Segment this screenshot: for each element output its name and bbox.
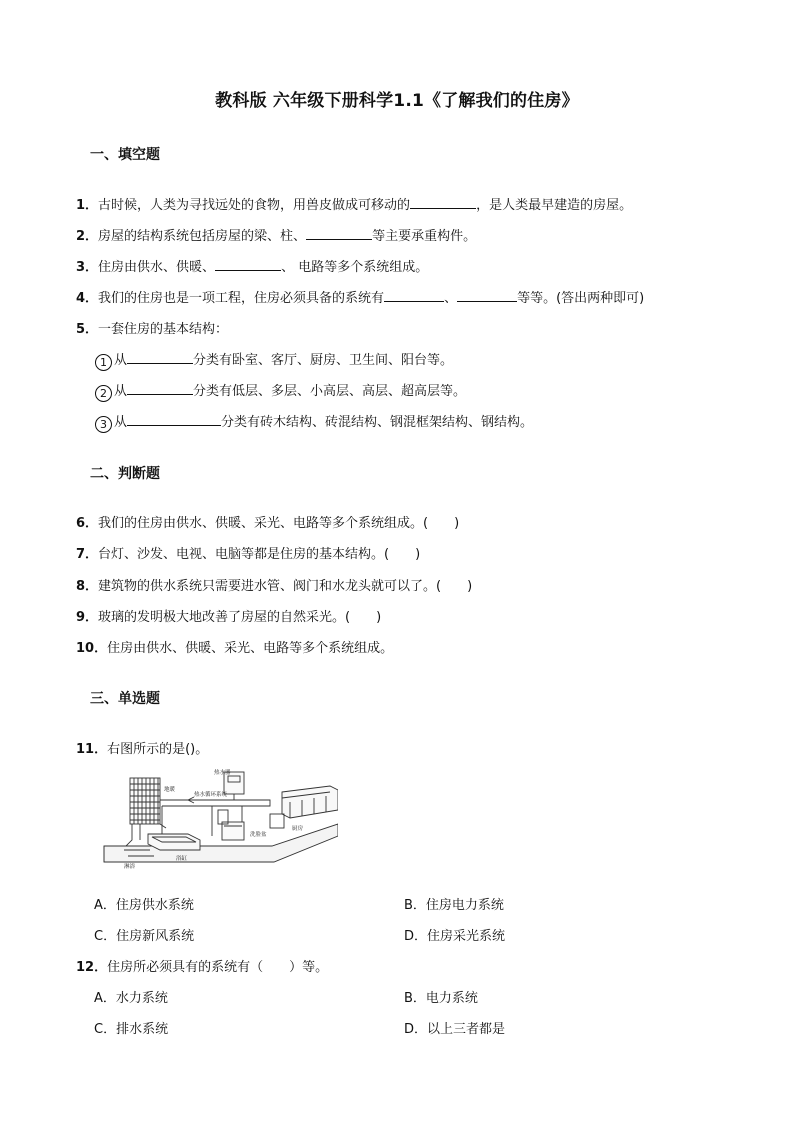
question-5-item-1: 1 从 分类有卧室、客厅、厨房、卫生间、阳台等。 bbox=[95, 349, 453, 371]
question-11 bbox=[76, 738, 208, 757]
question-text: 一套住房的基本结构： bbox=[98, 322, 229, 337]
question-8 bbox=[76, 575, 472, 594]
question-text: 建筑物的供水系统只需要进水管、阀门和水龙头就可以了。( ) bbox=[98, 579, 473, 594]
question-number: 7． bbox=[76, 547, 99, 562]
q12-option-b[interactable]: B．电力系统 bbox=[404, 991, 478, 1006]
label-bathtub: 浴缸 bbox=[176, 856, 188, 862]
answer-blank[interactable] bbox=[306, 227, 372, 240]
question-text: 住房由供水、供暖、采光、电路等多个系统组成。 bbox=[107, 641, 394, 656]
label-kitchen: 厨房 bbox=[292, 826, 304, 832]
answer-blank[interactable] bbox=[127, 351, 193, 364]
question-text: 我们的住房也是一项工程，住房必须具备的系统有 bbox=[98, 291, 385, 306]
question-text: 我们的住房由供水、供暖、采光、电路等多个系统组成。( ) bbox=[98, 516, 460, 531]
question-number: 10． bbox=[76, 641, 108, 656]
question-4 bbox=[76, 287, 644, 306]
question-number: 11． bbox=[76, 742, 108, 757]
question-text: 等主要承重构件。 bbox=[372, 229, 477, 244]
answer-blank[interactable] bbox=[410, 196, 476, 209]
answer-blank[interactable] bbox=[457, 289, 517, 302]
question-text: 、 电路等多个系统组成。 bbox=[281, 260, 429, 275]
q12-option-d[interactable]: D．以上三者都是 bbox=[404, 1022, 506, 1037]
question-6 bbox=[76, 512, 459, 531]
question-number: 6． bbox=[76, 516, 99, 531]
question-number: 1． bbox=[76, 198, 99, 213]
water-system-illustration bbox=[102, 766, 338, 872]
question-text: 住房所必须具有的系统有（ ）等。 bbox=[107, 960, 329, 975]
section-heading-true-false: 二、判断题 bbox=[90, 466, 160, 482]
label-wash-basin: 洗脸盆 bbox=[250, 832, 267, 838]
question-7 bbox=[76, 543, 420, 562]
circled-number: 2 bbox=[95, 385, 112, 402]
question-text: 玻璃的发明极大地改善了房屋的自然采光。( ) bbox=[98, 610, 382, 625]
q12-option-c[interactable]: C．排水系统 bbox=[94, 1022, 169, 1037]
question-number: 12． bbox=[76, 960, 108, 975]
question-1 bbox=[76, 194, 632, 213]
question-text: 古时候，人类为寻找远处的食物，用兽皮做成可移动的 bbox=[98, 198, 411, 213]
circled-number: 3 bbox=[95, 416, 112, 433]
question-5 bbox=[76, 318, 228, 337]
q11-option-d[interactable]: D．住房采光系统 bbox=[404, 929, 506, 944]
question-12 bbox=[76, 956, 328, 975]
question-2 bbox=[76, 225, 476, 244]
question-text: 住房由供水、供暖、 bbox=[98, 260, 216, 275]
circled-number: 1 bbox=[95, 354, 112, 371]
question-text: 等等。(答出两种即可) bbox=[517, 291, 645, 306]
question-text: 右图所示的是()。 bbox=[107, 742, 209, 757]
question-text: ，是人类最早建造的房屋。 bbox=[476, 198, 633, 213]
answer-blank[interactable] bbox=[384, 289, 444, 302]
question-number: 3． bbox=[76, 260, 99, 275]
section-heading-fill-blank: 一、填空题 bbox=[90, 147, 160, 163]
q11-option-c[interactable]: C．住房新风系统 bbox=[94, 929, 195, 944]
q11-option-b[interactable]: B．住房电力系统 bbox=[404, 898, 504, 913]
answer-blank[interactable] bbox=[127, 413, 221, 426]
answer-blank[interactable] bbox=[127, 382, 193, 395]
question-number: 5． bbox=[76, 322, 99, 337]
question-3 bbox=[76, 256, 428, 275]
question-number: 9． bbox=[76, 610, 99, 625]
question-number: 4． bbox=[76, 291, 99, 306]
question-9 bbox=[76, 606, 381, 625]
question-text: 房屋的结构系统包括房屋的梁、柱、 bbox=[98, 229, 307, 244]
q11-option-a[interactable]: A．住房供水系统 bbox=[94, 898, 194, 913]
question-text: 台灯、沙发、电视、电脑等都是住房的基本结构。( ) bbox=[98, 547, 421, 562]
question-10 bbox=[76, 637, 393, 656]
water-system-diagram bbox=[102, 766, 338, 872]
question-5-item-3: 3 从 分类有砖木结构、砖混结构、钢混框架结构、钢结构。 bbox=[95, 411, 533, 433]
label-shower: 淋浴 bbox=[124, 864, 136, 870]
q12-option-a[interactable]: A．水力系统 bbox=[94, 991, 168, 1006]
label-hot-water-loop: 热水循环系统 bbox=[194, 792, 228, 798]
label-water-heater: 热水器 bbox=[214, 770, 231, 776]
question-number: 8． bbox=[76, 579, 99, 594]
question-text: 、 bbox=[444, 291, 458, 306]
page-title: 教科版 六年级下册科学1.1《了解我们的住房》 bbox=[215, 91, 579, 111]
question-5-item-2: 2 从 分类有低层、多层、小高层、高层、超高层等。 bbox=[95, 380, 466, 402]
label-floor-heating: 地暖 bbox=[164, 787, 176, 793]
section-heading-single-choice: 三、单选题 bbox=[90, 691, 160, 707]
question-number: 2． bbox=[76, 229, 99, 244]
answer-blank[interactable] bbox=[215, 258, 281, 271]
